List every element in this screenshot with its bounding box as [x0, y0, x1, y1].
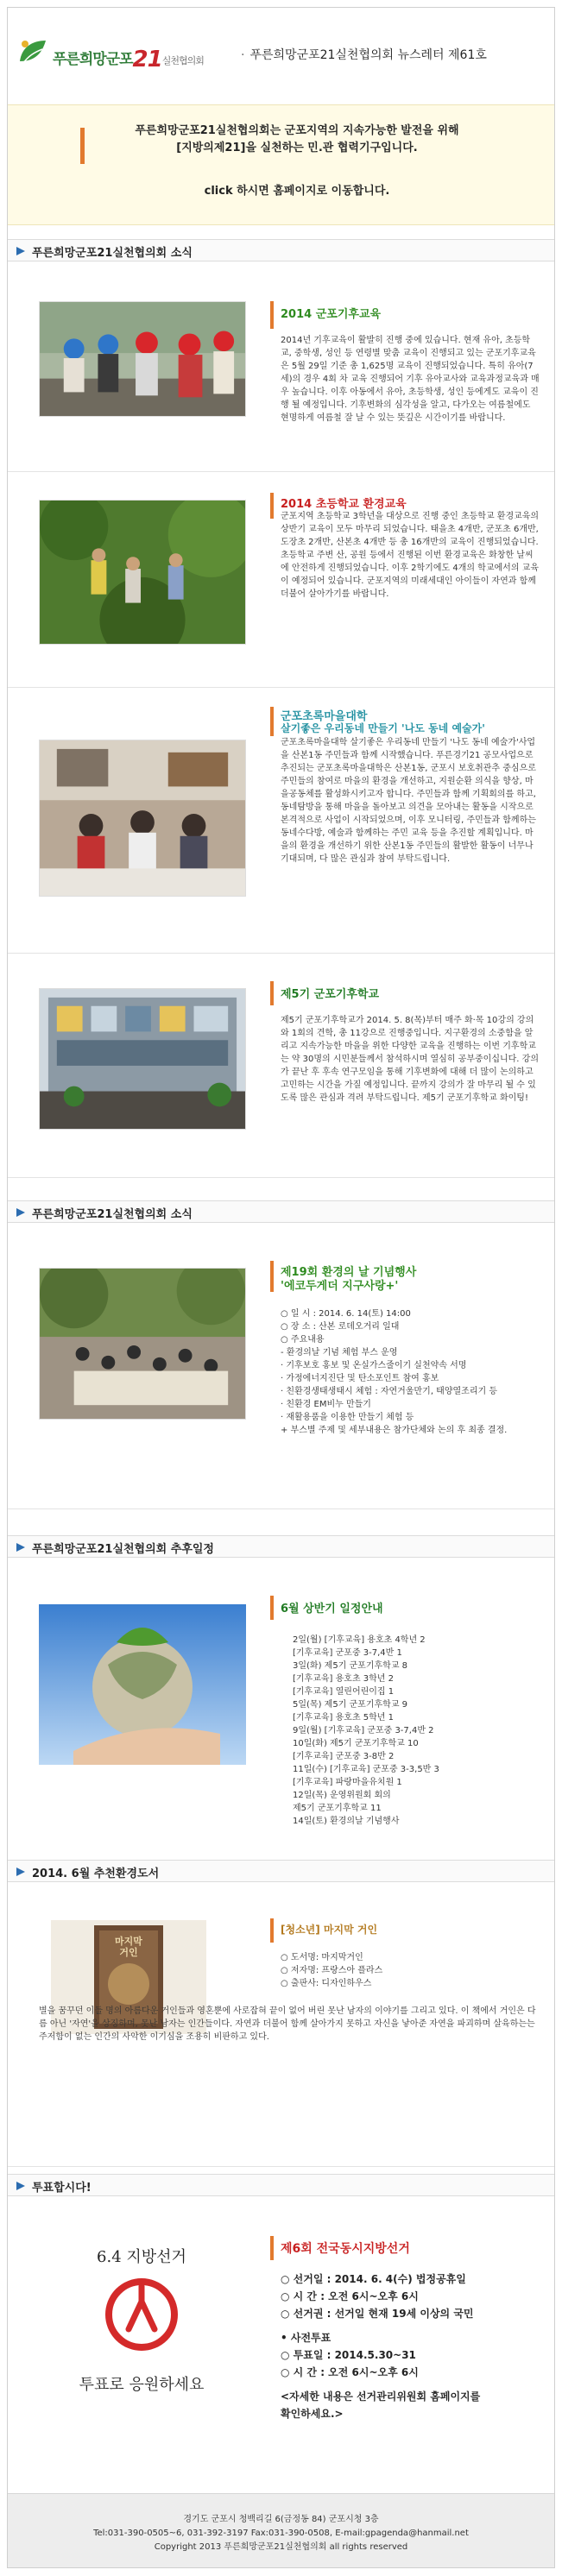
schedule-item: 10일(화) 제5기 군포기후학교 10 — [293, 1739, 419, 1748]
election-line: ○ 선거권 : 선거일 현재 19세 이상의 국민 — [281, 2308, 474, 2320]
event-line: · 친환경 EM비누 만들기 — [281, 1400, 371, 1409]
schedule-item: 14일(토) 환경의날 기념행사 — [293, 1817, 400, 1826]
intro-line-2: [지방의제21]을 실천하는 민.관 협력기구입니다. — [176, 142, 418, 154]
article-title: 6월 상반기 일정안내 — [281, 1603, 383, 1616]
logo-text-pre: 푸른희망군포 — [53, 51, 133, 68]
election-poster[interactable] — [42, 2241, 241, 2414]
intro-line-1: 푸른희망군포21실천협의회는 군포지역의 지속가능한 발전을 위해 — [135, 124, 459, 137]
section-header-vote — [8, 2174, 554, 2196]
accent-bar — [270, 1261, 274, 1292]
book-details — [281, 1951, 540, 1990]
book-detail-line: ○ 도서명: 마지막거인 — [281, 1953, 363, 1962]
election-line: ○ 선거일 : 2014. 6. 4(수) 법정공휴일 — [281, 2273, 466, 2285]
footer-contact: Tel:031-390-0505~6, 031-392-3197 Fax:031-390-0508, E-mail:gpagenda@hanmail.net — [93, 2529, 469, 2538]
schedule-item: 5일(목) 제5기 군포기후학교 9 — [293, 1700, 408, 1710]
climate-education-photo[interactable] — [39, 301, 246, 417]
section-header-news-2 — [8, 1200, 554, 1223]
section-arrow-icon — [16, 1543, 25, 1552]
article-climate-school — [8, 954, 554, 1178]
accent-bar — [270, 301, 274, 329]
article-title: 2014 초등학교 환경교육 — [281, 498, 407, 511]
article-elementary-environment — [8, 472, 554, 688]
election-line: • 사전투표 — [281, 2332, 332, 2344]
article-body: 제5기 군포기후학교가 2014. 5. 8(목)부터 매주 화·목 10강의 강의와 1회의 견학, 총 11강으로 진행중입니다. 지구환경의 소중함을 알리고 지속가능한 마을을 위한 다양한 교육을 진행하는 이번 기후학교는 약 30명의 시민분들께서 참석하시며 열심히 공부중이십니다. 강의가 끝난 후 후속 연구모임을 통해 기후변화에 대해 더 많이 논의하고 고민하는 시간을 가질 예정입니다. 끝까지 강의가 잘 마무리 될 수 있도록 많은 관심과 격려 부탁드립니다. 제5기 군포기후학교 화이팅! — [281, 1016, 539, 1103]
election-line — [281, 2381, 540, 2388]
article-body: 군포초록마을대학 살기좋은 우리동네 만들기 '나도 동네 예술가'사업을 산본1동 주민들과 함께 시작했습니다. 푸른경기21 공모사업으로 추진되는 군포초록마을대학은 산본1동, 군포시 보호취관추 중심으로 주민들의 참여로 마을의 환경을 개선하고, 지원순환 의식을 향상, 마을공동체를 활성화시키고자 합니다. 주민들과 함께 기획회의를 하고, 동네탐방을 통해 마을을 돌아보고 의견을 모아내는 활동을 시작으로 본격적으로 사업이 시작되었으며, 이후 모니터링, 주민들과 함께하는 동네수다방, 예술과 함께하는 주민 교육 등을 추진할 계획입니다. 마을의 환경을 개선하기 위한 산본1동 주민들의 활발한 활동이 너무나 기대되며, 다 많은 관심과 참여 부탁드립니다. — [281, 738, 536, 864]
book-detail-line: ○ 저자명: 프랑스아 플라스 — [281, 1966, 383, 1975]
footer — [8, 2493, 554, 2567]
section-title: 투표합시다! — [32, 2182, 92, 2195]
section-arrow-icon — [16, 2182, 25, 2190]
section-title: 푸른희망군포21실천협의회 소식 — [32, 247, 193, 260]
article-subtitle: '에코두게더 지구사랑+' — [281, 1280, 399, 1293]
schedule-item: [기후교육] 열린어린이집 1 — [293, 1687, 395, 1697]
logo-number: 21 — [132, 47, 162, 72]
section-header-book — [8, 1860, 554, 1882]
green-village-college-photo[interactable] — [39, 740, 246, 897]
section-title: 2014. 6월 추천환경도서 — [32, 1867, 160, 1880]
section-header-news-1 — [8, 239, 554, 261]
event-line: · 친환경생태생태시 체험 : 자연거울만기, 태양열조리기 등 — [281, 1387, 497, 1396]
section-arrow-icon — [16, 1867, 25, 1876]
schedule-item: 2일(월) [기후교육] 용호초 4학년 2 — [293, 1635, 426, 1645]
section-arrow-icon — [16, 247, 25, 255]
schedule-item: 11일(수) [기후교육] 군포중 3-3,5반 3 — [293, 1765, 439, 1774]
event-line: ○ 주요내용 — [281, 1335, 325, 1345]
footer-address: 경기도 군포시 청백리길 6(금정동 84) 군포시청 3층 — [183, 2515, 379, 2524]
article-environment-day — [8, 1225, 554, 1509]
poster-bottom-text: 투표로 응원하세요 — [79, 2376, 205, 2394]
book-description: 별을 꿈꾸던 이들 명의 아름다운 거인들과 영혼뿐에 사로잡혀 끝이 없어 버린 못난 남자의 이야기를 그리고 있다. 이 책에서 거인은 다름 아닌 '자연'을 상징하며, 못난 남자는 인간들이다. 자연과 더불어 함께 살아가지 못하고 자신을 낳아준 자연을 파괴하며 살육하는는 주저함이 없는 인간의 사악한 이기심을 조용히 비판하고 있다. — [39, 2006, 536, 2042]
article-body: 군포지역 초등학교 3학년을 대상으로 진행 중인 초등학교 환경교육의 상반기 교육이 모두 마무리 되었습니다. 태을초 4개반, 군포초 6개반, 도장초 2개반, 산본초 4개반 등 총 16개반의 교육이 진행되었습니다. 초등학교 주변 산, 공원 등에서 진행된 이번 환경교육은 화창한 날씨에 안전하게 진행되었습니다. 이후 2학기에도 4개의 학교에서의 교육이 예정되어 있습니다. 군포지역의 미래세대인 아이들이 자연과 함께 더불어 살아가기를 바랍니다. — [281, 512, 540, 599]
logo-text-post: 실천협의회 — [161, 55, 204, 66]
election-details — [281, 2271, 540, 2422]
logo-text — [53, 44, 204, 70]
accent-bar — [270, 493, 274, 519]
article-title: 2014 군포기후교육 — [281, 308, 382, 321]
section-title: 푸른희망군포21실천협의회 추후일정 — [32, 1543, 214, 1556]
election-line: ○ 시 간 : 오전 6시~오후 6시 — [281, 2290, 419, 2302]
article-recommended-book — [8, 1884, 554, 2167]
intro-text — [94, 123, 500, 157]
globe-hand-image[interactable] — [39, 1604, 246, 1765]
article-title: [청소년] 마지막 거인 — [281, 1924, 378, 1936]
section-title: 푸른희망군포21실천협의회 소식 — [32, 1208, 193, 1221]
election-line: <자세한 내용은 선거관리위원회 홈페이지를 — [281, 2390, 481, 2403]
book-cover-text: 마지막 거인 — [115, 1936, 142, 1958]
event-line: + 부스별 주제 및 세부내용은 참가단체와 논의 후 최종 결정. — [281, 1426, 508, 1435]
accent-bar — [270, 1596, 274, 1620]
article-title: 제5기 군포기후학교 — [281, 988, 380, 1001]
leaf-logo-icon — [16, 37, 51, 66]
election-line: ○ 투표일 : 2014.5.30~31 — [281, 2349, 416, 2361]
article-body: 2014년 기후교육이 활발히 진행 중에 있습니다. 현재 유아, 초등학교, 중학생, 성인 등 연령별 맞춤 교육이 진행되고 있는 군포기후교육은 5월 29일 기준 총 1,625명 교육이 진행되었습니다. 특히 유아(7세)의 경우 4회 차 교육 진행되어 기후 유아교사와 교육과정교육과 매우 높습니다. 이후 아동에서 유아, 초등학생, 성인 등에게도 교육이 진행 될 예정입니다. 기후변화의 심각성을 알고, 다가오는 여름철에도 현명하게 여름철 잘 날 수 있는 뜻깊은 시간이기를 바랍니다. — [281, 336, 540, 423]
environment-day-photo[interactable] — [39, 1268, 246, 1420]
schedule-item: 12일(목) 운영위원회 회의 — [293, 1791, 391, 1800]
article-title: 제6회 전국동시지방선거 — [281, 2242, 410, 2256]
book-detail-line: ○ 출판사: 디자인하우스 — [281, 1979, 372, 1988]
section-arrow-icon — [16, 1208, 25, 1217]
elementary-environment-photo[interactable] — [39, 500, 246, 645]
event-line: · 기후보호 홍보 및 온실가스줄이기 실천약속 서명 — [281, 1361, 467, 1370]
intro-box[interactable] — [8, 104, 554, 225]
schedule-item: 9일(월) [기후교육] 군포중 3-7,4반 2 — [293, 1726, 434, 1735]
schedule-item: [기후교육] 용호초 3학년 2 — [293, 1674, 395, 1684]
schedule-item: [기후교육] 파랑마을유치원 1 — [293, 1778, 402, 1787]
vote-stamp-icon — [103, 2276, 180, 2353]
footer-copyright: Copyright 2013 푸른희망군포21실천협의회 all rights reserved — [154, 2542, 408, 2552]
schedule-item: [기후교육] 용호초 5학년 1 — [293, 1713, 395, 1723]
section-header-schedule — [8, 1535, 554, 1558]
event-line: · 재활용품을 이용한 만들기 체험 등 — [281, 1413, 414, 1422]
logo[interactable] — [16, 34, 215, 72]
schedule-item: 제5기 군포기후학교 11 — [293, 1804, 382, 1813]
election-line — [281, 2322, 540, 2329]
article-schedule — [8, 1559, 554, 1870]
newsletter-frame — [7, 7, 555, 2568]
intro-accent-bar — [80, 128, 85, 164]
schedule-item: [기후교육] 군포중 3-8반 2 — [293, 1752, 395, 1761]
article-title: 제19회 환경의 날 기념행사 — [281, 1266, 417, 1279]
accent-bar — [270, 981, 274, 1005]
newsletter-title: · 푸른희망군포21실천협의회 뉴스레터 제61호 — [241, 46, 487, 63]
schedule-list — [293, 1634, 543, 1828]
climate-school-photo[interactable] — [39, 988, 246, 1130]
event-line: ○ 일 시 : 2014. 6. 14(토) 14:00 — [281, 1309, 411, 1319]
event-details — [281, 1307, 540, 1437]
event-line: · 가정에너지진단 및 탄소포인트 참여 홍보 — [281, 1374, 439, 1383]
article-title: 군포초록마을대학 — [281, 710, 368, 723]
homepage-link[interactable]: click 하시면 홈페이지로 이동합니다. — [204, 185, 390, 198]
article-subtitle: 살기좋은 우리동네 만들기 '나도 동네 예술가' — [281, 722, 485, 734]
schedule-item: 3일(화) 제5기 군포기후학교 8 — [293, 1661, 408, 1671]
article-local-election — [8, 2198, 554, 2491]
event-line: - 환경의날 기념 체험 부스 운영 — [281, 1348, 398, 1357]
event-line: ○ 장 소 : 산본 로데오거리 일대 — [281, 1322, 400, 1332]
accent-bar — [270, 707, 274, 736]
poster-top-text: 6.4 지방선거 — [97, 2248, 186, 2266]
accent-bar — [270, 1918, 274, 1943]
election-line: 확인하세요.> — [281, 2408, 344, 2420]
election-line: ○ 시 간 : 오전 6시~오후 6시 — [281, 2366, 419, 2378]
article-climate-education — [8, 263, 554, 472]
accent-bar — [270, 2236, 274, 2260]
schedule-item: [기후교육] 군포중 3-7,4반 1 — [293, 1648, 402, 1658]
article-green-village-college — [8, 688, 554, 954]
newsletter-header — [8, 8, 554, 94]
